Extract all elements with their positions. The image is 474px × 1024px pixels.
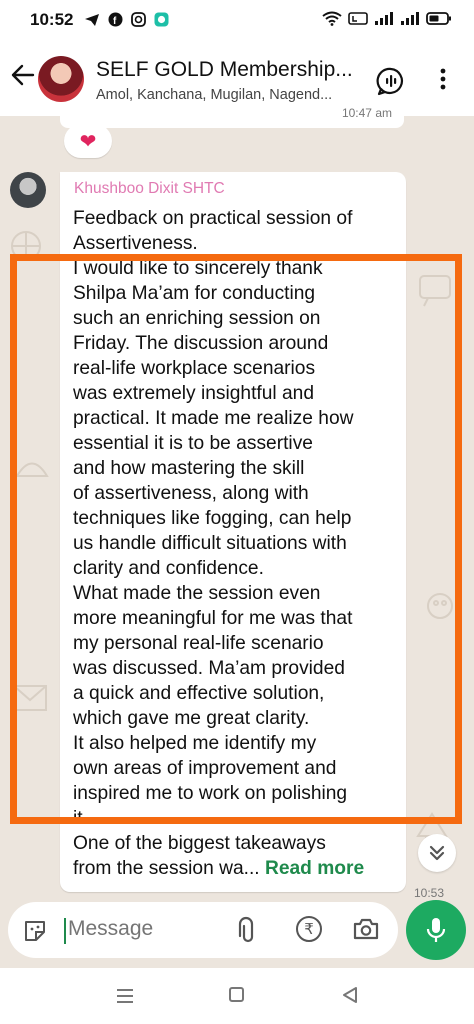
message-line: real-life workplace scenarios	[73, 358, 316, 379]
camera-icon[interactable]	[352, 917, 380, 941]
message-text	[73, 206, 399, 881]
message-line: Shilpa Ma’am for conducting	[73, 283, 316, 304]
instagram-icon	[131, 12, 146, 27]
chat-app-icon	[154, 12, 169, 27]
message-line: and how mastering the skill	[73, 458, 305, 479]
previous-message-bubble[interactable]	[60, 106, 404, 128]
home-icon[interactable]	[229, 987, 244, 1002]
message-line: It also helped me identify my	[73, 733, 317, 754]
signal-icon	[400, 11, 420, 26]
next-message-time: 10:53	[413, 886, 444, 900]
message-line: own areas of improvement and	[73, 758, 337, 779]
message-line: What made the session even	[73, 583, 321, 604]
message-line: of assertiveness, along with	[73, 483, 309, 504]
more-options-icon[interactable]	[440, 68, 446, 90]
sender-avatar[interactable]	[10, 172, 46, 208]
group-title[interactable]: SELF GOLD Membership...	[96, 58, 353, 81]
message-line: which gave me great clarity.	[73, 708, 310, 729]
status-bar	[0, 0, 474, 42]
heart-reaction[interactable]	[64, 124, 112, 158]
sticker-icon[interactable]	[22, 918, 48, 944]
sender-name[interactable]: Khushboo Dixit SHTC	[74, 180, 225, 197]
message-line: One of the biggest takeaways	[73, 833, 326, 854]
truncated-text: from the session wa...	[73, 858, 260, 879]
wallpaper-doodle	[414, 266, 458, 310]
wallpaper-doodle	[6, 226, 46, 266]
svg-text:f: f	[113, 16, 117, 27]
message-line: a quick and effective solution,	[73, 683, 325, 704]
message-line: us handle difficult situations with	[73, 533, 347, 554]
message-line: inspired me to work on polishing	[73, 783, 348, 804]
volte-icon	[348, 11, 368, 26]
attachment-icon[interactable]	[238, 918, 258, 944]
wifi-icon	[322, 11, 342, 26]
message-line: more meaningful for me was that	[73, 608, 353, 629]
message-line: essential it is to be assertive	[73, 433, 313, 454]
message-line: Feedback on practical session of	[73, 208, 353, 229]
group-avatar[interactable]	[38, 56, 84, 102]
system-navigation-bar	[0, 968, 474, 1024]
group-participants[interactable]: Amol, Kanchana, Mugilan, Nagend...	[96, 87, 333, 103]
nav-back-icon[interactable]	[342, 986, 358, 1004]
message-line: such an enriching session on	[73, 308, 321, 329]
rupee-payment-icon[interactable]: ₹	[296, 916, 322, 942]
chat-header	[0, 42, 474, 116]
message-line: Assertiveness.	[73, 233, 198, 254]
wallpaper-doodle	[8, 676, 52, 720]
facebook-icon	[108, 12, 123, 27]
send-icon	[84, 13, 100, 27]
notification-icons	[84, 12, 169, 27]
back-arrow-icon[interactable]	[10, 64, 34, 86]
message-line: practical. It made me realize how	[73, 408, 354, 429]
message-line: clarity and confidence.	[73, 558, 264, 579]
status-time: 10:52	[30, 10, 74, 29]
scroll-to-bottom-button[interactable]	[418, 834, 456, 872]
message-line: was discussed. Ma’am provided	[73, 658, 345, 679]
signal-icon	[374, 11, 394, 26]
read-more-link[interactable]: Read more	[264, 858, 365, 879]
message-line: I would like to sincerely thank	[73, 258, 323, 279]
chat-area[interactable]	[0, 106, 474, 968]
microphone-icon	[425, 916, 447, 944]
voice-chat-icon[interactable]	[376, 66, 406, 96]
message-line: Friday. The discussion around	[73, 333, 329, 354]
message-line: techniques like fogging, can help	[73, 508, 352, 529]
heart-icon: ❤	[79, 130, 97, 153]
wallpaper-doodle	[12, 446, 52, 486]
system-icons	[322, 11, 452, 26]
message-bubble[interactable]	[60, 172, 406, 892]
battery-icon	[426, 11, 452, 26]
message-line-last	[73, 856, 399, 881]
message-composer	[8, 902, 398, 958]
message-line: it.	[73, 808, 88, 829]
previous-message-time: 10:47 am	[341, 106, 392, 120]
recents-icon[interactable]	[116, 988, 134, 1004]
message-line: my personal real-life scenario	[73, 633, 324, 654]
message-line: was extremely insightful and	[73, 383, 315, 404]
double-chevron-down-icon	[428, 844, 446, 862]
voice-record-button[interactable]	[406, 900, 466, 960]
wallpaper-doodle	[420, 586, 460, 626]
